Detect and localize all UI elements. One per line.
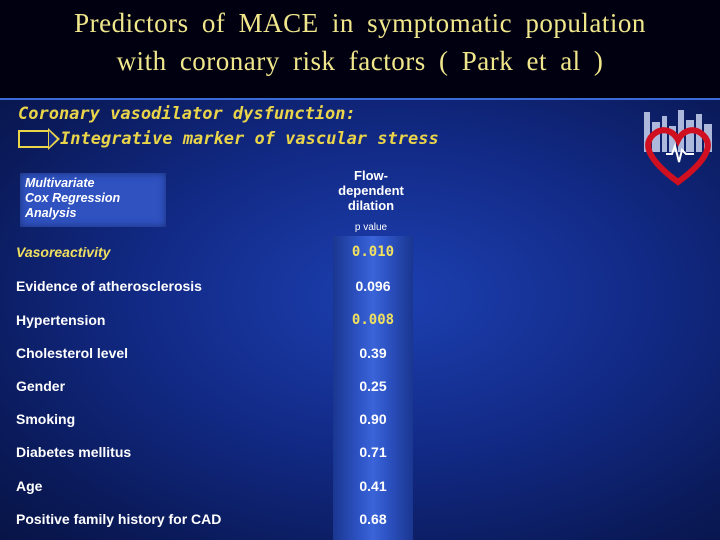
arrow-icon	[18, 130, 50, 148]
slide-title	[0, 4, 720, 80]
title-line-2: with coronary risk factors ( Park et al )	[116, 46, 604, 76]
method-line-3: Analysis	[25, 206, 77, 220]
content-panel	[0, 98, 720, 540]
row-value-diabetes: 0.71	[359, 444, 387, 460]
row-label-family-history: Positive family history for CAD	[16, 511, 222, 527]
row-label-hypertension: Hypertension	[16, 312, 106, 328]
row-label-cholesterol: Cholesterol level	[16, 345, 129, 361]
row-label-age: Age	[16, 478, 43, 494]
heart-city-logo-icon	[640, 102, 716, 190]
subheading-line-1: Coronary vasodilator dysfunction:	[18, 104, 356, 124]
method-line-2: Cox Regression	[25, 191, 121, 205]
row-value-hypertension: 0.008	[351, 312, 395, 328]
row-value-age: 0.41	[359, 478, 387, 494]
subheading-line-2-text: Integrative marker of vascular stress	[60, 129, 439, 149]
row-value-atherosclerosis: 0.096	[355, 278, 391, 294]
row-value-family-history: 0.68	[359, 511, 387, 527]
analysis-method-box	[20, 173, 166, 227]
column-header-line-2: dependent	[338, 183, 404, 198]
column-header-line-1: Flow-	[354, 168, 388, 183]
p-value-subheader: p value	[354, 222, 388, 233]
row-label-vasoreactivity: Vasoreactivity	[16, 244, 111, 260]
row-label-smoking: Smoking	[16, 411, 76, 427]
column-header-line-3: dilation	[347, 198, 395, 213]
row-label-atherosclerosis: Evidence of atherosclerosis	[16, 278, 202, 294]
panel-top-border	[0, 98, 720, 100]
row-value-vasoreactivity: 0.010	[351, 244, 395, 260]
row-label-gender: Gender	[16, 378, 66, 394]
row-value-smoking: 0.90	[359, 411, 387, 427]
row-value-gender: 0.25	[359, 378, 387, 394]
column-header	[312, 168, 430, 213]
row-label-diabetes: Diabetes mellitus	[16, 444, 132, 460]
title-line-1: Predictors of MACE in symptomatic population	[74, 8, 646, 38]
row-value-cholesterol: 0.39	[359, 345, 387, 361]
subheading-line-2	[18, 129, 439, 149]
method-line-1: Multivariate	[25, 176, 95, 190]
